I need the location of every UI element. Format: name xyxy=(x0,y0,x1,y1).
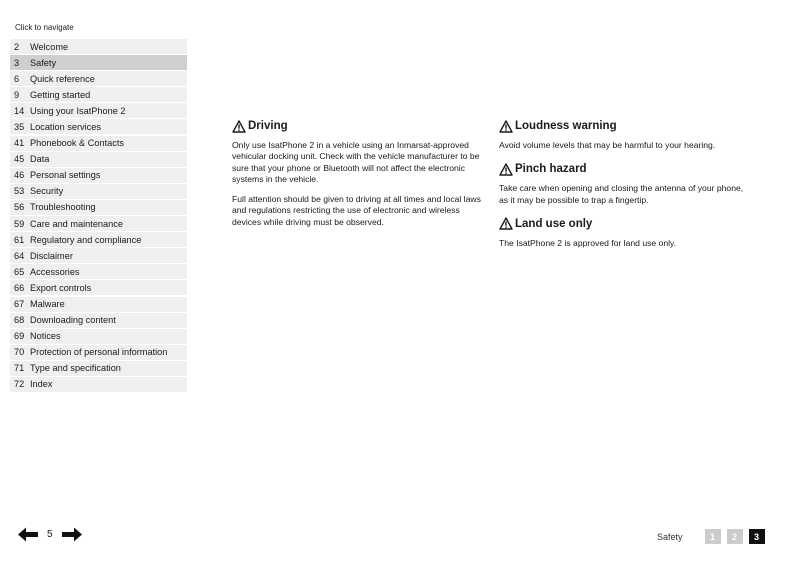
toc-item-label: Safety xyxy=(30,57,57,68)
page-boxes xyxy=(699,529,765,544)
toc-item-label: Malware xyxy=(30,299,65,309)
toc-item[interactable] xyxy=(10,280,187,295)
toc-item[interactable] xyxy=(10,216,187,231)
toc-item-page: 6 xyxy=(14,73,20,84)
toc-item[interactable] xyxy=(10,345,187,360)
page-box[interactable]: 3 xyxy=(749,529,765,544)
toc-item[interactable] xyxy=(10,329,187,344)
land-title: Land use only xyxy=(515,217,593,230)
toc-item[interactable] xyxy=(10,297,187,312)
toc-item-page: 66 xyxy=(14,282,25,293)
toc-item-label: Regulatory and compliance xyxy=(30,234,142,245)
toc-item-label: Welcome xyxy=(30,41,69,52)
toc-item-label: Notices xyxy=(30,331,61,342)
toc-item-label: Phonebook & Contacts xyxy=(30,138,124,149)
toc-item-page: 45 xyxy=(14,154,25,165)
toc-item-label: Troubleshooting xyxy=(30,202,96,213)
toc-item[interactable] xyxy=(10,87,187,102)
toc-item-label: Security xyxy=(30,186,64,197)
toc-item-label: Using your IsatPhone 2 xyxy=(30,105,126,116)
section-pager xyxy=(657,529,765,544)
toc-item-label: Disclaimer xyxy=(30,250,73,261)
toc-item-label: Export controls xyxy=(30,282,92,293)
toc-item[interactable] xyxy=(10,361,187,376)
page-number: 5 xyxy=(47,529,53,540)
toc-item[interactable] xyxy=(10,71,187,86)
driving-column xyxy=(232,119,484,237)
warning-triangle-icon xyxy=(499,163,513,176)
section-label: Safety xyxy=(657,531,683,542)
toc-item-page: 9 xyxy=(14,89,20,100)
toc-item-page: 56 xyxy=(14,202,25,213)
toc-item-page: 3 xyxy=(14,57,20,68)
toc-item-label: Protection of personal information xyxy=(30,347,168,358)
toc-item[interactable] xyxy=(10,264,187,279)
toc-item-page: 72 xyxy=(14,379,25,390)
toc-item[interactable] xyxy=(10,200,187,215)
page-box[interactable]: 1 xyxy=(705,529,721,544)
toc-item[interactable] xyxy=(10,377,187,392)
warning-triangle-icon xyxy=(232,120,246,133)
toc-item-page: 65 xyxy=(14,266,25,277)
toc-item-label: Index xyxy=(30,379,53,390)
arrow-left-icon[interactable] xyxy=(17,526,39,543)
toc-item-page: 67 xyxy=(14,299,25,309)
toc-item[interactable] xyxy=(10,152,187,167)
toc-item-page: 41 xyxy=(14,138,25,149)
toc-item-page: 35 xyxy=(14,121,25,132)
driving-heading xyxy=(232,119,484,133)
nav-hint: Click to navigate xyxy=(15,23,74,32)
toc-item-page: 69 xyxy=(14,331,25,342)
toc-item-page: 70 xyxy=(14,347,25,358)
pinch-paragraph: Take care when opening and closing the antenna of your phone, as it may be possible to trap a fingertip. xyxy=(499,183,744,205)
toc-item-page: 71 xyxy=(14,363,25,374)
driving-paragraph-1: Only use IsatPhone 2 in a vehicle using an Inmarsat-approved vehicular docking unit. Check with the vehicle manufacturer to be sure that your phone or Bluetooth will not affect the electronic systems in the vehicle. xyxy=(232,140,480,184)
warning-triangle-icon xyxy=(499,120,513,133)
toc-item[interactable] xyxy=(10,119,187,134)
pinch-heading xyxy=(499,162,751,176)
toc-item-page: 46 xyxy=(14,170,25,181)
toc-item[interactable] xyxy=(10,248,187,263)
toc-item-label: Care and maintenance xyxy=(30,218,123,229)
toc-item-page: 68 xyxy=(14,315,25,326)
toc-item[interactable] xyxy=(10,103,187,118)
driving-title: Driving xyxy=(248,120,288,132)
driving-paragraph-2: Full attention should be given to driving at all times and local laws and regulations restricting the use of electronic and wireless devices while driving must be observed. xyxy=(232,194,481,227)
toc-item-page: 2 xyxy=(14,41,20,52)
loudness-paragraph: Avoid volume levels that may be harmful to your hearing. xyxy=(499,140,716,150)
toc-item-label: Quick reference xyxy=(30,73,95,84)
toc-item-page: 59 xyxy=(14,218,25,229)
toc-item-label: Accessories xyxy=(30,266,80,277)
land-paragraph: The IsatPhone 2 is approved for land use only. xyxy=(499,237,677,248)
page-box[interactable]: 2 xyxy=(727,529,743,544)
toc-item-label: Type and specification xyxy=(30,363,121,374)
toc-item[interactable] xyxy=(10,55,187,70)
toc-item[interactable] xyxy=(10,313,187,328)
toc-item-label: Location services xyxy=(30,121,101,132)
toc-item-page: 61 xyxy=(14,234,25,245)
toc-item-page: 14 xyxy=(14,105,25,116)
warning-triangle-icon xyxy=(499,217,513,230)
toc-item-label: Data xyxy=(30,154,50,165)
loudness-heading xyxy=(499,119,751,133)
pinch-title: Pinch hazard xyxy=(515,163,587,176)
table-of-contents xyxy=(10,39,187,393)
toc-item[interactable] xyxy=(10,184,187,199)
page-navigation xyxy=(17,526,83,543)
toc-item-page: 53 xyxy=(14,186,25,197)
warnings-column xyxy=(499,119,751,260)
toc-item-label: Personal settings xyxy=(30,170,101,181)
loudness-title: Loudness warning xyxy=(515,120,617,132)
arrow-right-icon[interactable] xyxy=(61,526,83,543)
toc-item-label: Getting started xyxy=(30,89,91,100)
toc-item[interactable] xyxy=(10,39,187,54)
toc-item[interactable] xyxy=(10,232,187,247)
toc-item-page: 64 xyxy=(14,250,25,261)
land-heading xyxy=(499,217,751,231)
toc-item-label: Downloading content xyxy=(30,315,116,326)
toc-item[interactable] xyxy=(10,168,187,183)
toc-item[interactable] xyxy=(10,136,187,151)
